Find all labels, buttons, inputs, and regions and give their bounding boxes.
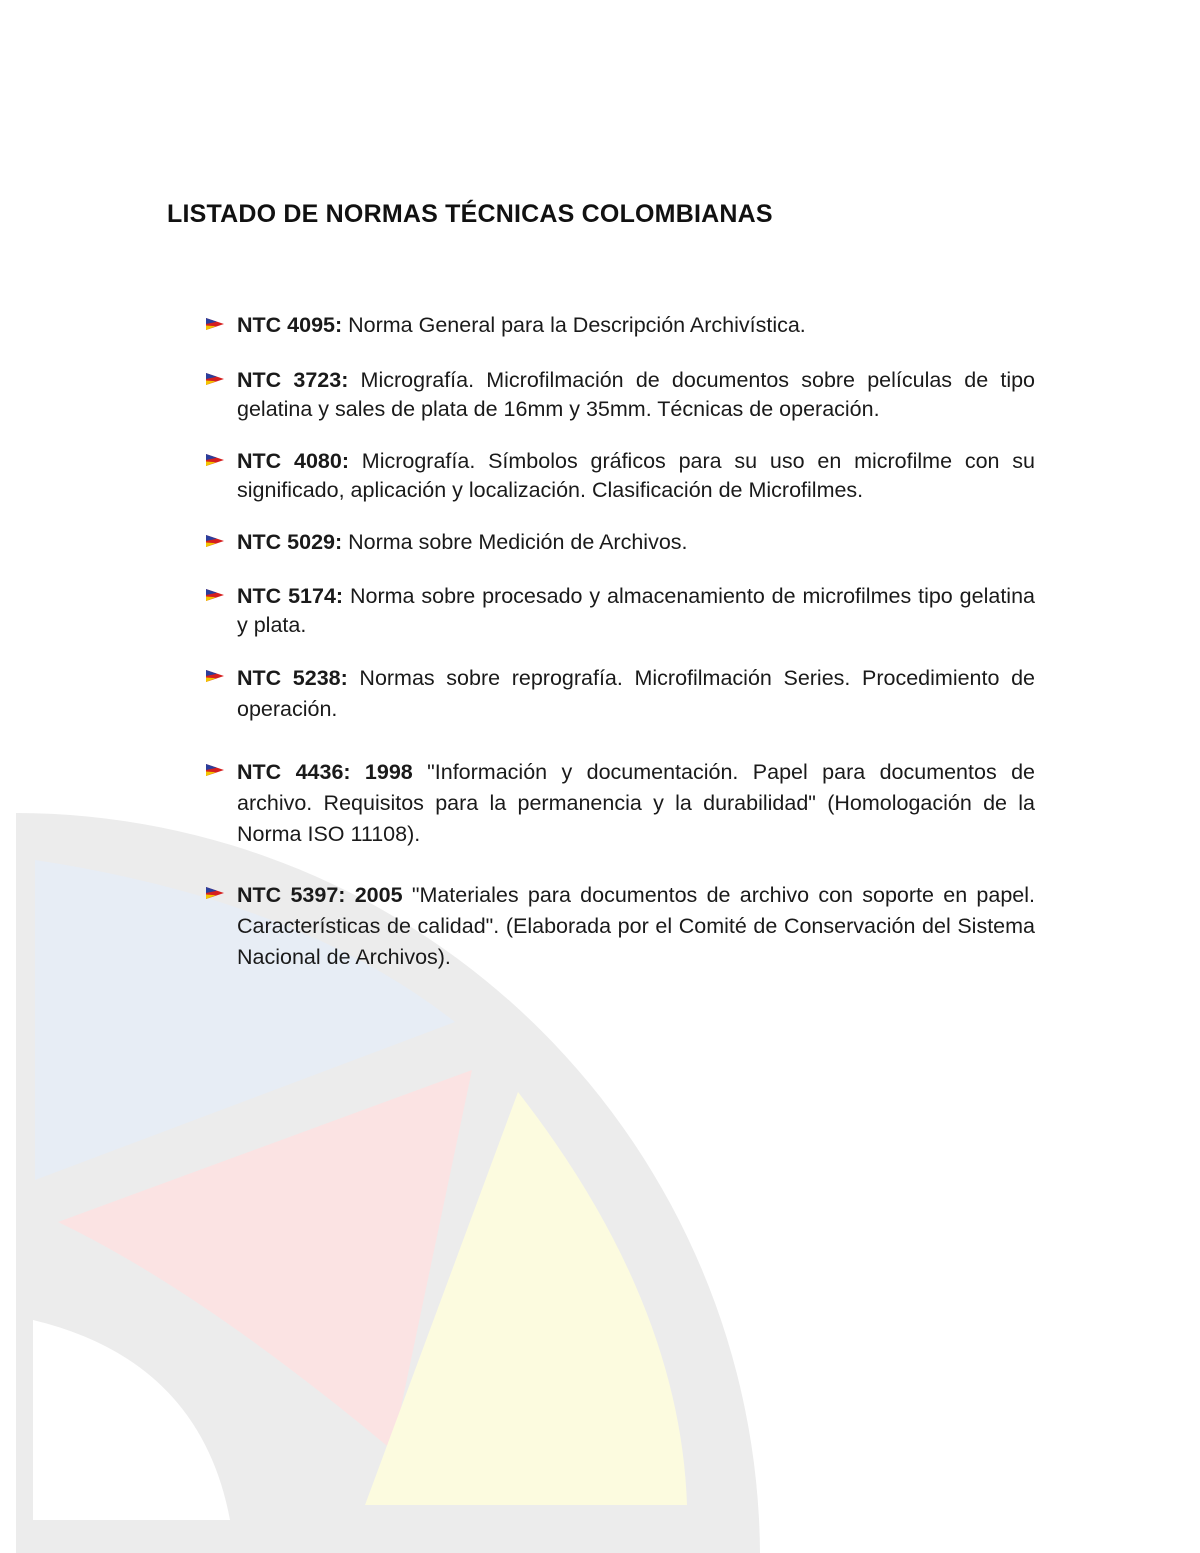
list-item [205,757,1035,850]
arrow-bullet-icon [205,763,225,777]
list-item [205,528,1035,557]
list-item [205,880,1035,973]
list-item [205,663,1035,725]
norm-code: NTC 5029: [237,530,343,554]
arrow-bullet-icon [205,317,225,331]
norm-code: NTC 5174: [237,584,344,608]
norm-description: Norma sobre Medición de Archivos. [342,530,688,554]
norm-description: Micrografía. Símbolos gráficos para su uso en microfilme con su significado, aplicación y localización. Clasificación de Microfilmes. [237,449,1036,502]
norm-description: Norma General para la Descripción Archivística. [342,313,806,337]
norm-description: Norma sobre procesado y almacenamiento de microfilmes tipo gelatina y plata. [237,584,1035,637]
norm-description: Micrografía. Microfilmación de documentos sobre películas de tipo gelatina y sales de plata de 16mm y 35mm. Técnicas de operación. [237,368,1036,421]
arrow-bullet-icon [205,588,225,602]
list-item [205,582,1035,640]
arrow-bullet-icon [205,372,225,386]
arrow-bullet-icon [205,453,225,467]
norm-code: NTC 3723: [237,368,349,392]
arrow-bullet-icon [205,534,225,548]
norm-code: NTC 4080: [237,449,349,473]
norm-code: NTC 5238: [237,666,348,690]
list-item [205,311,1035,340]
arrow-bullet-icon [205,886,225,900]
norm-description: "Información y documentación. Papel para documentos de archivo. Requisitos para la permanencia y la durabilidad" (Homologación de la Norma ISO 11108). [237,760,1035,846]
list-item [205,366,1035,424]
norm-code: NTC 4095: [237,313,343,337]
list-item [205,447,1035,505]
norm-code: NTC 4436: 1998 [237,760,413,784]
norm-description: "Materiales para documentos de archivo con soporte en papel. Características de calidad". (Elaborada por el Comité de Conservación del Sistema Nacional de Archivos). [237,883,1035,969]
norm-description: Normas sobre reprografía. Microfilmación Series. Procedimiento de operación. [237,666,1035,721]
page-title: LISTADO DE NORMAS TÉCNICAS COLOMBIANAS [167,200,773,228]
norm-code: NTC 5397: 2005 [237,883,403,907]
arrow-bullet-icon [205,669,225,683]
